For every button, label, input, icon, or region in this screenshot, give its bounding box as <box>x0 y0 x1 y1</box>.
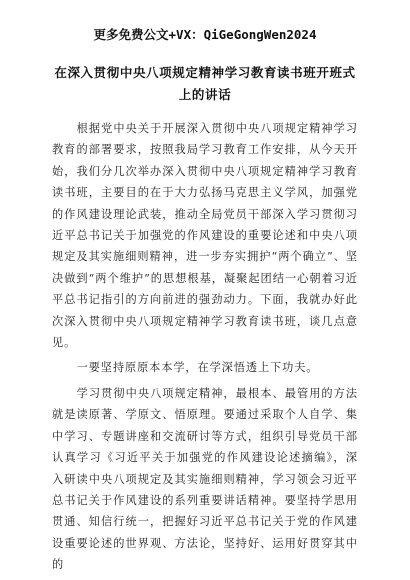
paragraph-point-one: 一要坚持原原本本学，在学深悟透上下功夫。 <box>76 361 319 375</box>
paragraph-intro: 根据党中央关于开展深入贯彻中央八项规定精神学习教育的部署要求，按照我局学习教育工作安排，从今天开始，我们分几次举办深入贯彻中央八项规定精神学习教育读书班，主要目的在于大力弘扬马克思主义学风，加强党的作风建设理论武装，推动全局党员干部深入学习贯彻习近平总书记关于加强党的作风建设的重要论述和中央八项规定及其实施细则精神，进一步夯实拥护“两个确立”、坚决做到“两个维护”的思想根基，凝聚起团结一心朝着习近平总书记指引的方向前进的强劲动力。下面，我就办好此次深入贯彻中央八项规定精神学习教育读书班，谈几点意见。 <box>52 122 358 350</box>
paragraph-study: 学习贯彻中央八项规定精神，最根本、最管用的方法就是读原著、学原文、悟原理。要通过采取个人自学、集中学习、专题讲座和交流研讨等方式，组织引导党员干部认真学习《习近平关于加强党的作风建设论述摘编》，深入研读中央八项规定及其实施细则精神，学习领会习近平总书记关于作风建设的系列重要讲话精神。要坚持学思用贯通、知信行统一，把握好习近平总书记关于党的作风建设重要论述的世界观、方法论，坚持好、运用好贯穿其中的 <box>52 386 358 572</box>
document-title: 在深入贯彻中央八项规定精神学习教育读书班开班式上的讲话 <box>54 65 356 102</box>
promo-header: 更多免费公文+VX：QiGeGongWen2024 <box>93 27 317 42</box>
